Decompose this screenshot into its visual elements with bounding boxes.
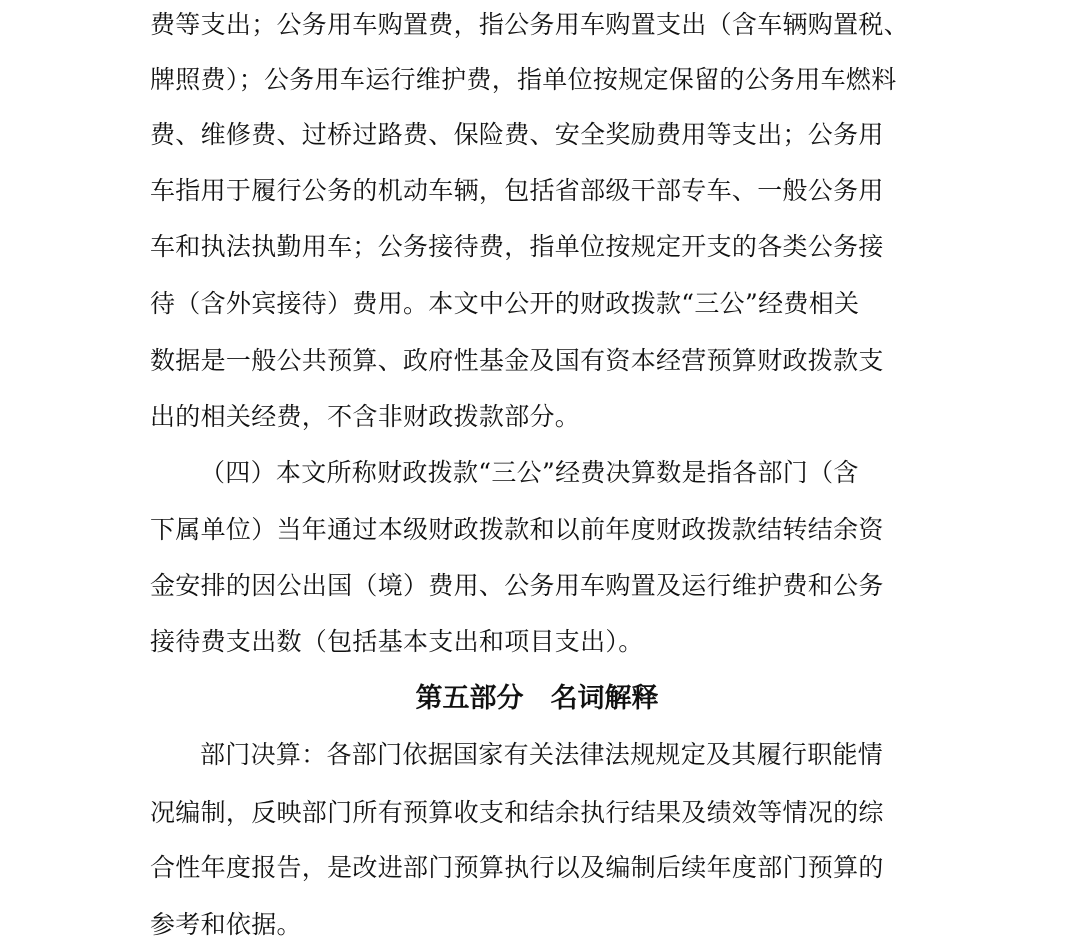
section-heading: 第五部分 名词解释 [415,683,659,714]
text-line: 出的相关经费，不含非财政拨款部分。 [150,402,581,431]
text-line: 费等支出；公务用车购置费，指公务用车购置支出（含车辆购置税、 [150,10,910,39]
text-line: 待（含外宾接待）费用。本文中公开的财政拨款“三公”经费相关 [150,289,860,318]
text-line: 牌照费）；公务用车运行维护费，指单位按规定保留的公务用车燃料 [150,65,897,94]
text-line: 接待费支出数（包括基本支出和项目支出）。 [150,627,644,656]
text-line: （四）本文所称财政拨款“三公”经费决算数是指各部门（含 [200,458,859,487]
text-line: 车指用于履行公务的机动车辆，包括省部级干部专车、一般公务用 [150,176,884,205]
text-line: 合性年度报告，是改进部门预算执行以及编制后续年度部门预算的 [150,853,884,882]
text-line: 金安排的因公出国（境）费用、公务用车购置及运行维护费和公务 [150,571,884,600]
text-line: 数据是一般公共预算、政府性基金及国有资本经营预算财政拨款支 [150,346,884,375]
text-line: 车和执法执勤用车；公务接待费，指单位按规定开支的各类公务接 [150,232,884,261]
text-line: 参考和依据。 [150,910,302,939]
text-line: 下属单位）当年通过本级财政拨款和以前年度财政拨款结转结余资 [150,515,884,544]
text-line: 部门决算：各部门依据国家有关法律法规规定及其履行职能情 [200,740,884,769]
text-line: 况编制，反映部门所有预算收支和结余执行结果及绩效等情况的综 [150,798,884,827]
text-line: 费、维修费、过桥过路费、保险费、安全奖励费用等支出；公务用 [150,120,884,149]
